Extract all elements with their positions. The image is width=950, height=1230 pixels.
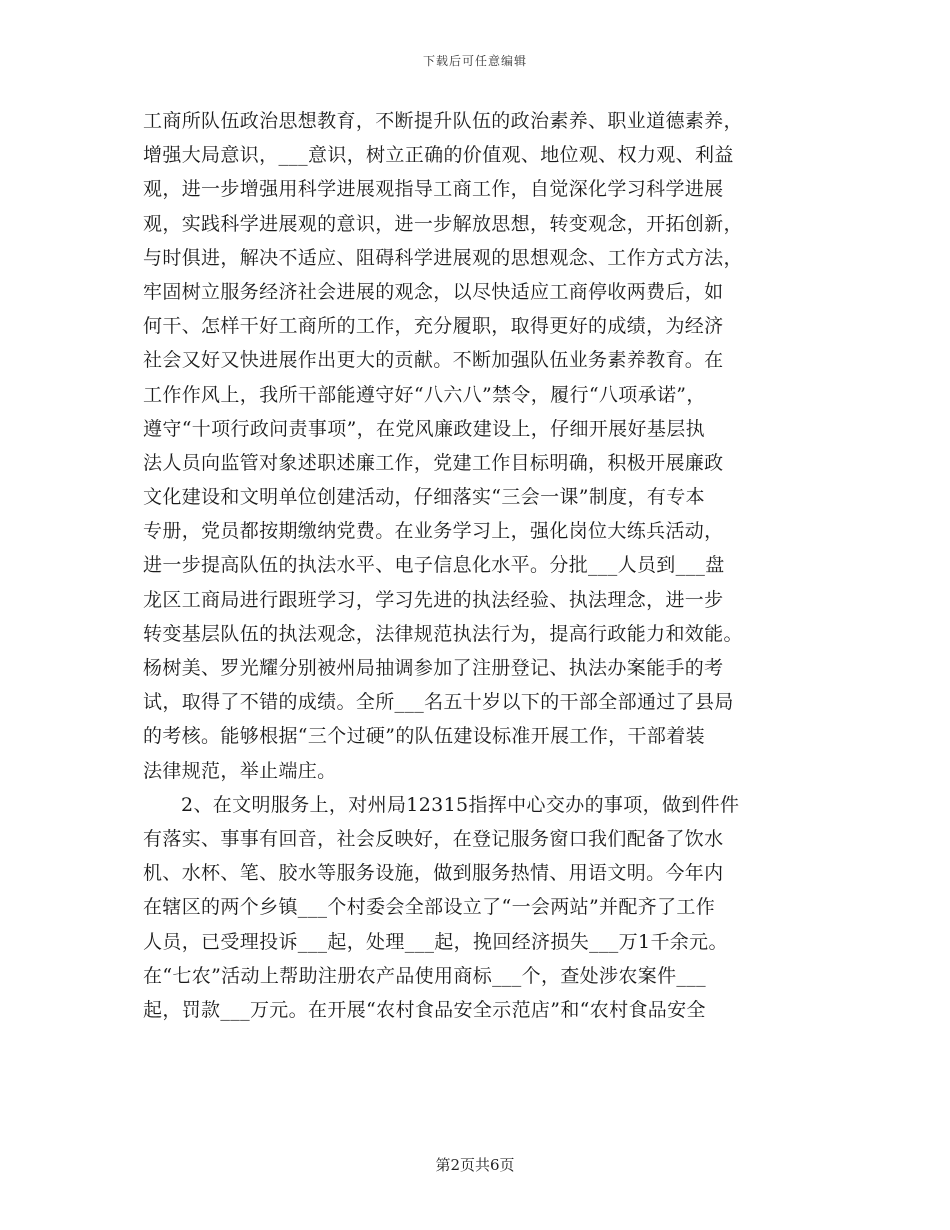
- text-line: 人员，已受理投诉___起，处理___起，挽回经济损失___万1千余元。: [143, 930, 728, 953]
- text-line: 试，取得了不错的成绩。全所___名五十岁以下的干部全部通过了县局: [143, 691, 734, 714]
- text-line: 工商所队伍政治思想教育，不断提升队伍的政治素养、职业道德素养，: [143, 110, 743, 132]
- text-line: 何干、怎样干好工商所的工作，充分履职，取得更好的成绩，为经济: [143, 315, 724, 338]
- text-line: 有落实、事事有回音，社会反映好，在登记服务窗口我们配备了饮水: [143, 827, 724, 850]
- text-line: 杨树美、罗光耀分别被州局抽调参加了注册登记、执法办案能手的考: [143, 657, 724, 679]
- text-line: 的考核。能够根据“三个过硬”的队伍建设标准开展工作，干部着装: [143, 725, 705, 748]
- text-line: 进一步提高队伍的执法水平、电子信息化水平。分批___人员到___盘: [143, 554, 725, 577]
- text-line: 文化建设和文明单位创建活动，仔细落实“三会一课”制度，有专本: [143, 486, 705, 509]
- text-line: 转变基层队伍的执法观念，法律规范执法行为，提高行政能力和效能。: [143, 622, 743, 645]
- text-line: 遵守“十项行政问责事项”，在党风廉政建设上，仔细开展好基层执: [143, 417, 705, 440]
- text-line: 法律规范，举止端庄。: [143, 759, 337, 782]
- text-line: 与时俱进，解决不适应、阻碍科学进展观的思想观念、工作方式方法，: [143, 246, 743, 269]
- paragraph-start-line: 2、在文明服务上，对州局12315指挥中心交办的事项，做到件件: [181, 793, 740, 816]
- text-line: 专册，党员都按期缴纳党费。在业务学习上，强化岗位大练兵活动，: [143, 520, 724, 543]
- text-line: 增强大局意识，___意识，树立正确的价值观、地位观、权力观、利益: [143, 144, 734, 167]
- text-line: 观，进一步增强用科学进展观指导工商工作，自觉深化学习科学进展: [143, 178, 724, 201]
- text-line: 法人员向监管对象述职述廉工作，党建工作目标明确，积极开展廉政: [143, 451, 724, 474]
- document-body: [143, 104, 813, 1027]
- text-line: 机、水杯、笔、胶水等服务设施，做到服务热情、用语文明。今年内: [143, 862, 724, 885]
- page-number: 第2页共6页: [435, 1156, 515, 1174]
- text-line: 在辖区的两个乡镇___个村委会全部设立了“一会两站”并配齐了工作: [143, 896, 716, 919]
- text-line: 龙区工商局进行跟班学习，学习先进的执法经验、执法理念，进一步: [143, 588, 724, 611]
- text-line: 起，罚款___万元。在开展“农村食品安全示范店”和“农村食品安全: [143, 998, 706, 1021]
- text-line: 观，实践科学进展观的意识，进一步解放思想，转变观念，开拓创新，: [143, 212, 743, 235]
- page-header-note: 下载后可任意编辑: [422, 54, 527, 68]
- text-line: 工作作风上，我所干部能遵守好“八六八”禁令，履行“八项承诺”，: [143, 383, 706, 406]
- text-line: 牢固树立服务经济社会进展的观念，以尽快适应工商停收两费后，如: [143, 280, 724, 303]
- text-line: 社会又好又快进展作出更大的贡献。不断加强队伍业务素养教育。在: [143, 349, 724, 372]
- text-line: 在“七农”活动上帮助注册农产品使用商标___个，查处涉农案件___: [143, 964, 706, 987]
